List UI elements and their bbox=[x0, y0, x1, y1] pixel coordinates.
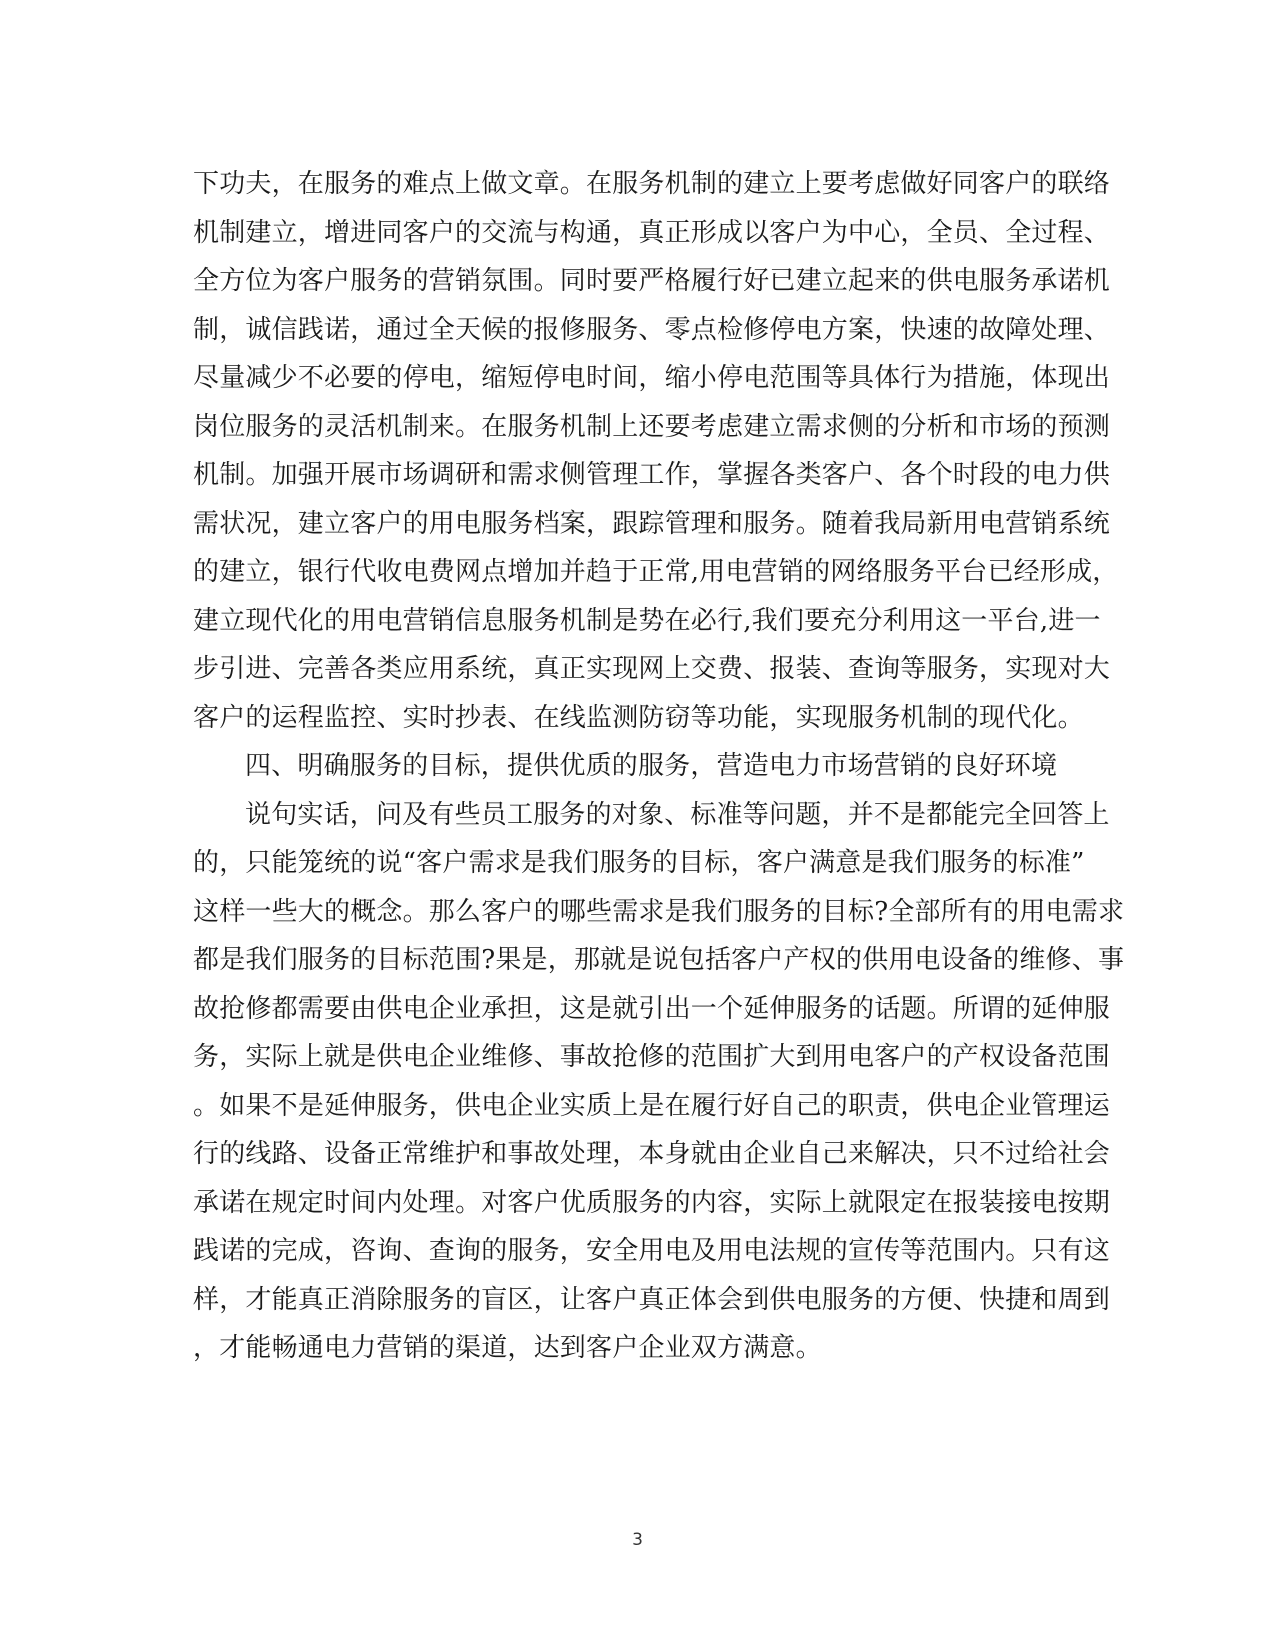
text-line: 践诺的完成，咨询、查询的服务，安全用电及用电法规的宣传等范围内。只有这 bbox=[193, 1236, 1111, 1266]
section-heading: 四、明确服务的目标，提供优质的服务，营造电力市场营销的良好环境 bbox=[245, 751, 1058, 781]
text-line: 故抢修都需要由供电企业承担，这是就引出一个延伸服务的话题。所谓的延伸服 bbox=[193, 993, 1111, 1024]
text-line: 这样一些大的概念。那么客户的哪些需求是我们服务的目标?全部所有的用电需求 bbox=[193, 896, 1125, 927]
text-line: 步引进、完善各类应用系统，真正实现网上交费、报装、查询等服务，实现对大 bbox=[193, 654, 1111, 684]
text-line: 务，实际上就是供电企业维修、事故抢修的范围扩大到用电客户的产权设备范围 bbox=[193, 1042, 1111, 1072]
text-line: 行的线路、设备正常维护和事故处理，本身就由企业自己来解决，只不过给社会 bbox=[193, 1139, 1111, 1169]
text-line: 。如果不是延伸服务，供电企业实质上是在履行好自己的职责，供电企业管理运 bbox=[193, 1090, 1111, 1121]
text-line: 全方位为客户服务的营销氛围。同时要严格履行好已建立起来的供电服务承诺机 bbox=[193, 266, 1111, 296]
page-number: 3 bbox=[632, 1530, 643, 1550]
text-line: 建立现代化的用电营销信息服务机制是势在必行,我们要充分利用这一平台,进一 bbox=[193, 605, 1101, 636]
text-line: 尽量减少不必要的停电，缩短停电时间，缩小停电范围等具体行为措施，体现出 bbox=[193, 363, 1111, 393]
text-line: 承诺在规定时间内处理。对客户优质服务的内容，实际上就限定在报装接电按期 bbox=[193, 1187, 1111, 1218]
text-line: ，才能畅通电力营销的渠道，达到客户企业双方满意。 bbox=[193, 1333, 822, 1363]
text-line: 的建立，银行代收电费网点增加并趋于正常,用电营销的网络服务平台已经形成， bbox=[193, 557, 1119, 587]
text-line: 说句实话，问及有些员工服务的对象、标准等问题，并不是都能完全回答上 bbox=[245, 799, 1110, 830]
body-text bbox=[193, 160, 1125, 1373]
text-line: 岗位服务的灵活机制来。在服务机制上还要考虑建立需求侧的分析和市场的预测 bbox=[193, 411, 1111, 442]
text-line: 需状况，建立客户的用电服务档案，跟踪管理和服务。随着我局新用电营销系统 bbox=[193, 508, 1111, 539]
text-line: 机制建立，增进同客户的交流与构通，真正形成以客户为中心，全员、全过程、 bbox=[193, 217, 1111, 248]
text-line: 样，才能真正消除服务的盲区，让客户真正体会到供电服务的方便、快捷和周到 bbox=[193, 1284, 1111, 1315]
text-line: 的，只能笼统的说“客户需求是我们服务的目标，客户满意是我们服务的标准” bbox=[193, 848, 1085, 878]
text-line: 机制。加强开展市场调研和需求侧管理工作，掌握各类客户、各个时段的电力供 bbox=[193, 460, 1111, 490]
text-line: 下功夫，在服务的难点上做文章。在服务机制的建立上要考虑做好同客户的联络 bbox=[193, 169, 1111, 199]
text-line: 客户的运程监控、实时抄表、在线监测防窃等功能，实现服务机制的现代化。 bbox=[193, 702, 1084, 733]
text-line: 都是我们服务的目标范围?果是，那就是说包括客户产权的供用电设备的维修、事 bbox=[193, 945, 1125, 975]
text-line: 制，诚信践诺，通过全天候的报修服务、零点检修停电方案，快速的故障处理、 bbox=[193, 314, 1111, 345]
